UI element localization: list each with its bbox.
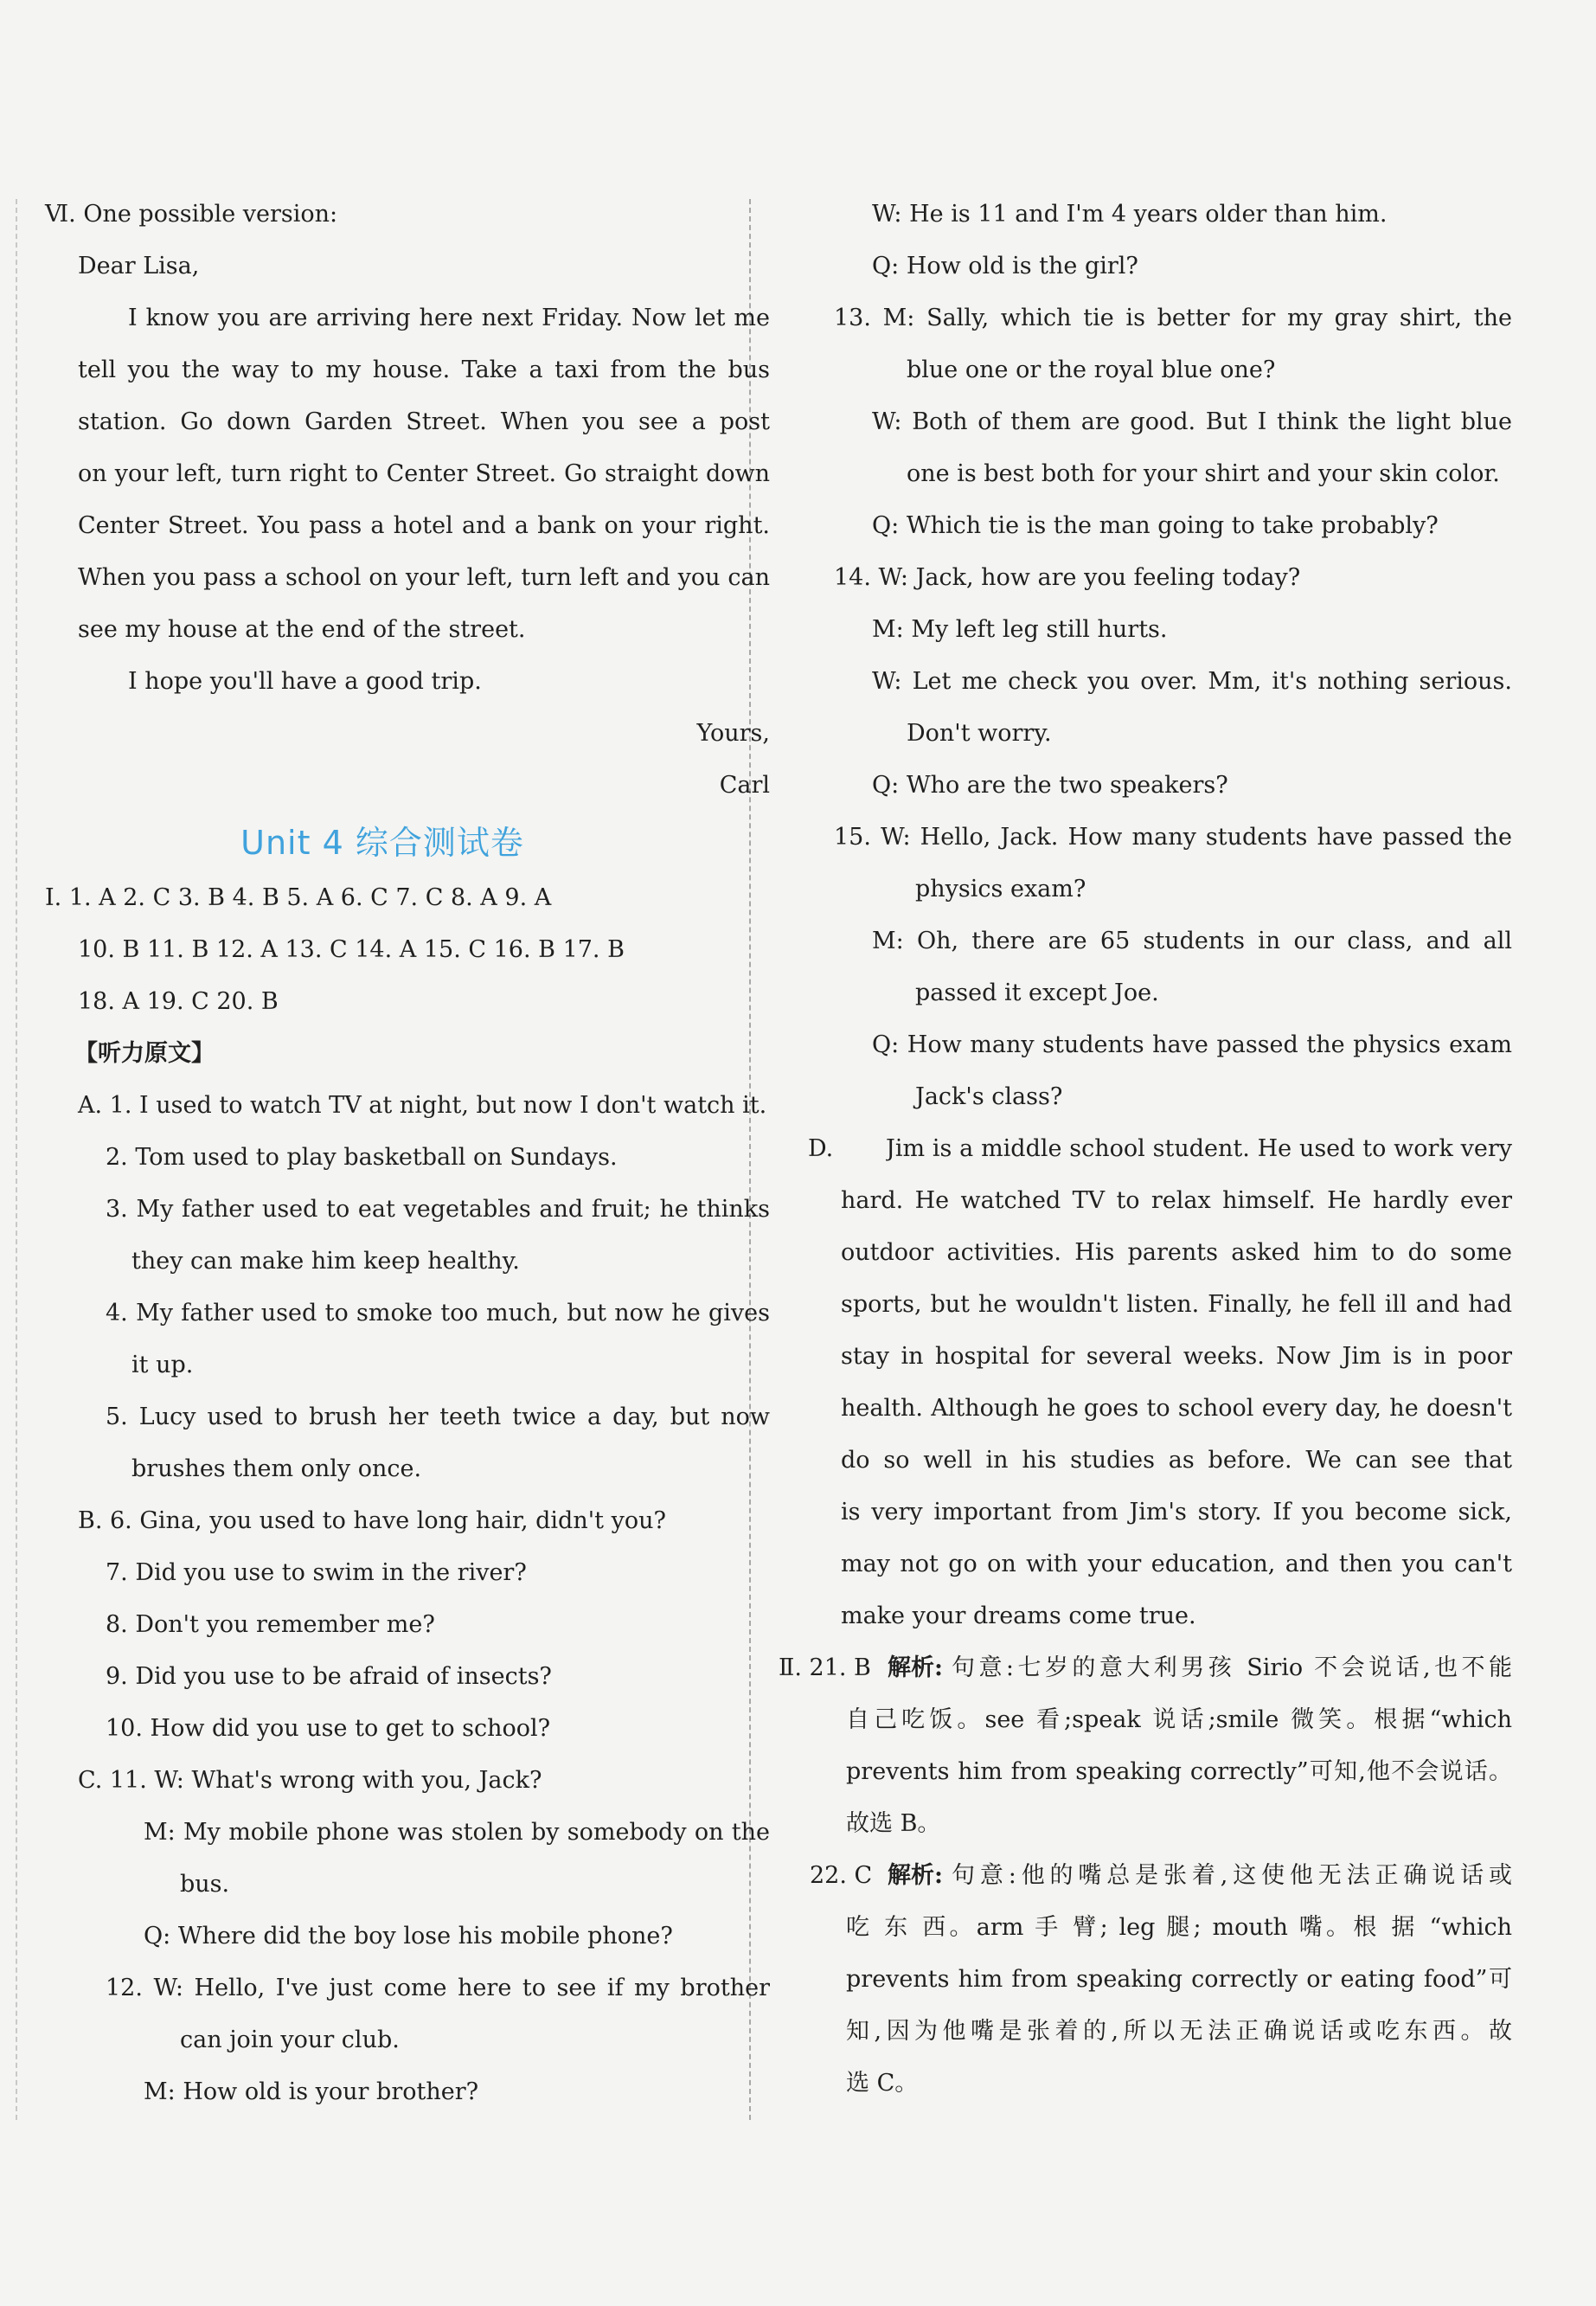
dialogue-line: passed it except Joe.: [915, 980, 1159, 1006]
passage-line: sports, but he wouldn't listen. Finally, he fell ill and had: [841, 1291, 1512, 1318]
essay-heading: Ⅵ. One possible version:: [45, 201, 338, 228]
answer-21-number: Ⅱ. 21. B: [779, 1654, 871, 1681]
dialogue-line: 13. M: Sally, which tie is better for my gray shirt, the: [834, 305, 1512, 331]
script-line: 9. Did you use to be afraid of insects?: [106, 1663, 552, 1690]
essay-greeting: Dear Lisa,: [78, 253, 200, 279]
script-line: can join your club.: [180, 2027, 400, 2053]
dialogue-line: one is best both for your shirt and your skin color.: [907, 460, 1500, 487]
dialogue-line: Don't worry.: [907, 720, 1052, 747]
script-line: 2. Tom used to play basketball on Sundays.: [106, 1144, 618, 1171]
essay-line: I know you are arriving here next Friday. Now let me: [128, 305, 770, 331]
dialogue-line: Jack's class?: [915, 1083, 1063, 1110]
passage-line: hard. He watched TV to relax himself. He hardly ever: [841, 1187, 1512, 1214]
answer-row: 10. B 11. B 12. A 13. C 14. A 15. C 16. B 17. B: [78, 936, 625, 963]
essay-line: see my house at the end of the street.: [78, 616, 526, 643]
script-line: B. 6. Gina, you used to have long hair, didn't you?: [78, 1507, 666, 1534]
script-line: C. 11. W: What's wrong with you, Jack?: [78, 1767, 542, 1794]
analysis-line: 选 C。: [846, 2070, 919, 2097]
analysis-line: 知,因为他嘴是张着的,所以无法正确说话或吃东西。故: [846, 2018, 1512, 2045]
analysis-label: 解析:: [888, 1862, 943, 1889]
script-line: 4. My father used to smoke too much, but now he gives: [106, 1300, 770, 1326]
dialogue-line: 15. W: Hello, Jack. How many students have passed the: [834, 824, 1512, 851]
dialogue-line: Q: Who are the two speakers?: [872, 772, 1228, 799]
script-line: 7. Did you use to swim in the river?: [106, 1559, 527, 1586]
essay-line: station. Go down Garden Street. When you see a post: [78, 408, 770, 435]
script-line: M: How old is your brother?: [144, 2078, 479, 2105]
passage-label: D.: [808, 1135, 834, 1162]
page-edge-rule: [16, 199, 17, 2120]
passage-line: do so well in his studies as before. We can see that: [841, 1447, 1512, 1474]
script-line: A. 1. I used to watch TV at night, but now I don't watch it.: [78, 1092, 767, 1119]
passage-line: is very important from Jim's story. If you become sick,: [841, 1499, 1512, 1526]
answer-row: 18. A 19. C 20. B: [78, 988, 279, 1015]
analysis-line: 句意:他的嘴总是张着,这使他无法正确说话或: [952, 1862, 1512, 1889]
dialogue-line: Q: Which tie is the man going to take probably?: [872, 512, 1439, 539]
script-line: bus.: [180, 1871, 230, 1898]
script-line: brushes them only once.: [131, 1455, 422, 1482]
analysis-line: 句意:七岁的意大利男孩 Sirio 不会说话,也不能: [952, 1654, 1512, 1681]
dialogue-line: M: My left leg still hurts.: [872, 616, 1168, 643]
dialogue-line: physics exam?: [915, 876, 1086, 902]
script-line: M: My mobile phone was stolen by somebody on the: [144, 1819, 770, 1846]
dialogue-line: W: Both of them are good. But I think the light blue: [872, 408, 1512, 435]
passage-line: make your dreams come true.: [841, 1603, 1196, 1629]
dialogue-line: blue one or the royal blue one?: [907, 356, 1276, 383]
script-line: it up.: [131, 1352, 194, 1378]
passage-line: outdoor activities. His parents asked him to do some: [841, 1239, 1512, 1266]
passage-line: Jim is a middle school student. He used to work very: [886, 1135, 1512, 1162]
analysis-line: 自己吃饭。see 看;speak 说话;smile 微笑。根据“which: [846, 1706, 1512, 1733]
script-line: 8. Don't you remember me?: [106, 1611, 435, 1638]
analysis-line: 故选 B。: [846, 1810, 941, 1837]
essay-line: on your left, turn right to Center Street. Go straight down: [78, 460, 770, 487]
dialogue-line: M: Oh, there are 65 students in our class, and all: [872, 928, 1512, 954]
unit-title: Unit 4 综合测试卷: [240, 824, 524, 862]
essay-closing: Yours,: [696, 720, 770, 747]
analysis-line: 吃 东 西。arm 手 臂; leg 腿; mouth 嘴。根 据 “which: [846, 1914, 1512, 1941]
script-line: 3. My father used to eat vegetables and fruit; he thinks: [106, 1196, 770, 1223]
passage-line: may not go on with your education, and then you can't: [841, 1551, 1512, 1577]
essay-line: tell you the way to my house. Take a taxi from the bus: [78, 356, 770, 383]
script-line: 10. How did you use to get to school?: [106, 1715, 551, 1742]
passage-line: stay in hospital for several weeks. Now Jim is in poor: [841, 1343, 1512, 1370]
answer-22-number: 22. C: [810, 1862, 873, 1889]
dialogue-line: W: Let me check you over. Mm, it's nothing serious.: [872, 668, 1512, 695]
analysis-line: prevents him from speaking correctly”可知,他不会说话。: [846, 1758, 1512, 1785]
analysis-line: prevents him from speaking correctly or eating food”可: [846, 1966, 1512, 1993]
dialogue-line: 14. W: Jack, how are you feeling today?: [834, 564, 1301, 591]
script-line: 12. W: Hello, I've just come here to see if my brother: [106, 1975, 770, 2001]
essay-signature: Carl: [719, 772, 770, 799]
analysis-label: 解析:: [888, 1654, 943, 1681]
dialogue-line: Q: How old is the girl?: [872, 253, 1138, 279]
script-label: 【听力原文】: [74, 1040, 215, 1067]
passage-line: health. Although he goes to school every day, he doesn't: [841, 1395, 1512, 1422]
script-line: 5. Lucy used to brush her teeth twice a day, but now: [106, 1404, 770, 1430]
script-line: Q: Where did the boy lose his mobile phone?: [144, 1923, 673, 1950]
essay-line: When you pass a school on your left, turn left and you can: [78, 564, 770, 591]
dialogue-line: W: He is 11 and I'm 4 years older than him.: [872, 201, 1388, 228]
script-line: they can make him keep healthy.: [131, 1248, 520, 1275]
answer-row: Ⅰ. 1. A 2. C 3. B 4. B 5. A 6. C 7. C 8. A 9. A: [45, 884, 552, 911]
essay-wish: I hope you'll have a good trip.: [128, 668, 482, 695]
essay-line: Center Street. You pass a hotel and a bank on your right.: [78, 512, 770, 539]
dialogue-line: Q: How many students have passed the physics exam: [872, 1031, 1512, 1058]
